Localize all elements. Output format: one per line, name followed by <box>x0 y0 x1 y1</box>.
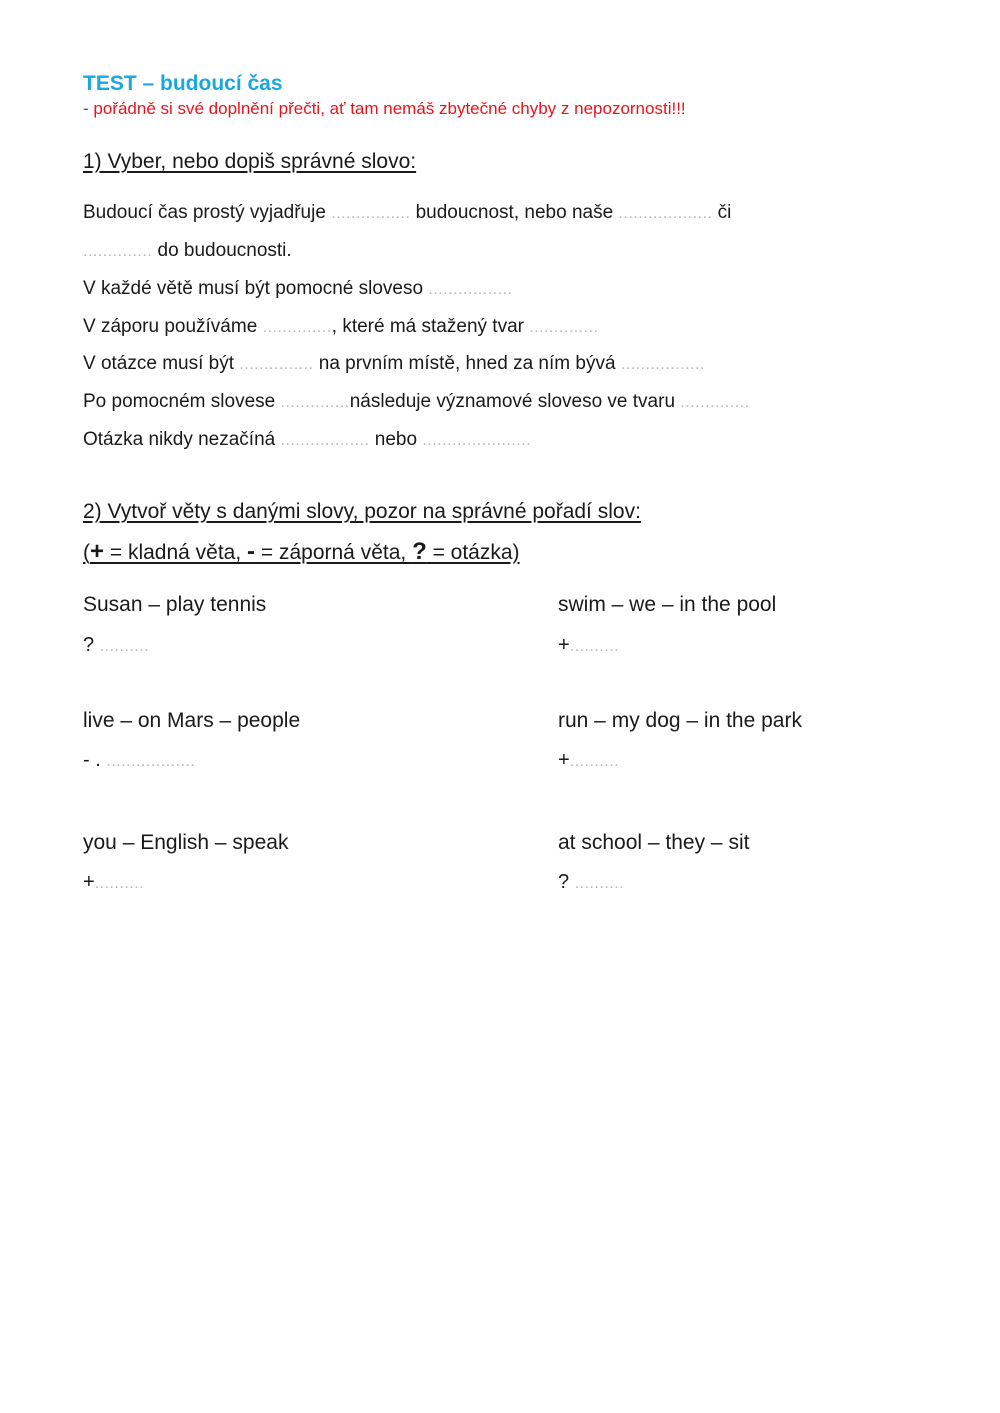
exercise-answer-4 <box>558 749 619 772</box>
fill-line-3 <box>83 278 512 300</box>
blank-field[interactable]: ................. <box>620 356 705 373</box>
section-2-legend <box>83 538 520 566</box>
line-text: V záporu používáme <box>83 316 263 337</box>
fill-line-5 <box>83 353 705 375</box>
legend-plus-text: = kladná věta, <box>104 541 248 564</box>
sign-label: + <box>558 749 570 771</box>
answer-blank[interactable]: .......... <box>569 753 620 770</box>
minus-symbol: - <box>247 538 256 565</box>
worksheet-instruction: - pořádně si své doplnění přečti, ať tam nemáš zbytečné chyby z nepozornosti!!! <box>83 99 686 118</box>
exercise-answer-2 <box>558 634 619 657</box>
blank-field[interactable]: .................. <box>280 432 370 449</box>
section-1-heading: 1) Vyber, nebo dopiš správné slovo: <box>83 150 417 173</box>
line-text: Po pomocném slovese <box>83 391 281 412</box>
blank-field[interactable]: .............. <box>262 319 332 336</box>
sign-label: + <box>83 871 95 893</box>
line-text: V otázce musí být <box>83 353 240 374</box>
fill-line-1 <box>83 202 731 224</box>
fill-line-7 <box>83 429 531 451</box>
line-text: Budoucí čas prostý vyjadřuje <box>83 202 332 223</box>
exercise-prompt-1: Susan – play tennis <box>83 593 267 616</box>
line-text: budoucnost, nebo naše <box>410 202 619 223</box>
line-text: Otázka nikdy nezačíná <box>83 429 281 450</box>
blank-field[interactable]: ................. <box>428 281 513 298</box>
sign-label: ? <box>558 871 575 893</box>
fill-line-4 <box>83 316 598 338</box>
blank-field[interactable]: ............... <box>239 356 314 373</box>
exercise-prompt-6: at school – they – sit <box>558 831 750 854</box>
exercise-answer-5 <box>83 871 144 894</box>
answer-blank[interactable]: .......... <box>574 875 625 892</box>
legend-open: ( <box>83 541 90 564</box>
answer-blank[interactable]: .......... <box>94 875 145 892</box>
legend-question-text: = otázka) <box>426 541 520 564</box>
blank-field[interactable]: ................... <box>618 205 713 222</box>
worksheet-title: TEST – budoucí čas <box>83 72 283 95</box>
fill-line-2 <box>83 240 292 262</box>
exercise-prompt-3: live – on Mars – people <box>83 709 301 732</box>
plus-symbol: + <box>90 538 105 565</box>
exercise-prompt-2: swim – we – in the pool <box>558 593 777 616</box>
blank-field[interactable]: .............. <box>83 243 153 260</box>
line-text: následuje významové sloveso ve tvaru <box>349 391 681 412</box>
section-2-heading: 2) Vytvoř věty s danými slovy, pozor na správné pořadí slov: <box>83 500 641 523</box>
sign-label: - . <box>83 749 107 771</box>
blank-field[interactable]: ...................... <box>422 432 532 449</box>
blank-field[interactable]: ................ <box>331 205 411 222</box>
exercise-answer-6 <box>558 871 624 894</box>
line-text: či <box>712 202 732 223</box>
blank-field[interactable]: .............. <box>680 394 750 411</box>
exercise-answer-1 <box>83 634 149 657</box>
answer-blank[interactable]: .................. <box>106 753 196 770</box>
blank-field[interactable]: .............. <box>529 319 599 336</box>
sign-label: ? <box>83 634 100 656</box>
question-symbol: ? <box>412 538 427 565</box>
line-text: na prvním místě, hned za ním bývá <box>313 353 621 374</box>
exercise-prompt-5: you – English – speak <box>83 831 289 854</box>
exercise-answer-3 <box>83 749 195 772</box>
blank-field[interactable]: .............. <box>280 394 350 411</box>
line-text: nebo <box>369 429 423 450</box>
fill-line-6 <box>83 391 750 413</box>
sign-label: + <box>558 634 570 656</box>
answer-blank[interactable]: .......... <box>99 638 150 655</box>
exercise-prompt-4: run – my dog – in the park <box>558 709 802 732</box>
answer-blank[interactable]: .......... <box>569 638 620 655</box>
line-text: do budoucnosti. <box>152 240 292 261</box>
line-text: V každé větě musí být pomocné sloveso <box>83 278 429 299</box>
line-text: , které má stažený tvar <box>331 316 530 337</box>
legend-minus-text: = záporná věta, <box>255 541 413 564</box>
